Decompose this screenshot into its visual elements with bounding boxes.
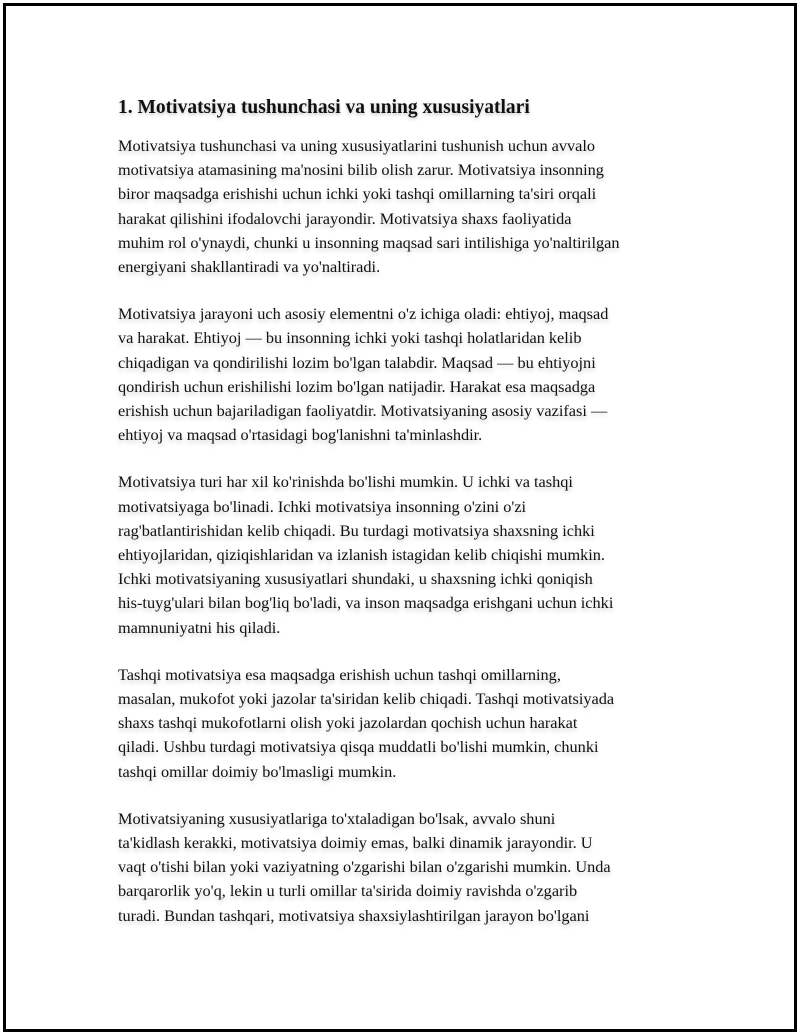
paragraph-3 — [118, 470, 698, 639]
paragraph-line: ta'kidlash kerakki, motivatsiya doimiy emas, balki dinamik jarayondir. U — [118, 833, 593, 853]
paragraph-line: motivatsiya atamasining ma'nosini bilib olish zarur. Motivatsiya insonning — [118, 160, 604, 180]
paragraph-line: energiyani shakllantiradi va yo'naltiradi. — [118, 257, 381, 277]
paragraph-line: chiqadigan va qondirilishi lozim bo'lgan talabdir. Maqsad — bu ehtiyojni — [118, 352, 596, 372]
paragraph-line: va harakat. Ehtiyoj — bu insonning ichki yoki tashqi holatlaridan kelib — [118, 328, 582, 348]
paragraph-line: Tashqi motivatsiya esa maqsadga erishish uchun tashqi omillarning, — [118, 664, 561, 684]
paragraph-2 — [118, 302, 698, 447]
document-body — [118, 96, 698, 951]
paragraph-line: Ichki motivatsiyaning xususiyatlari shundaki, u shaxsning ichki qoniqish — [118, 569, 593, 589]
section-heading: 1. Motivatsiya tushunchasi va uning xususiyatlari — [118, 97, 530, 118]
paragraph-line: vaqt o'tishi bilan yoki vaziyatning o'zgarishi bilan o'zgarishi mumkin. Unda — [118, 857, 611, 877]
paragraph-line: rag'batlantirishidan kelib chiqadi. Bu turdagi motivatsiya shaxsning ichki — [118, 520, 595, 540]
paragraph-line: tashqi omillar doimiy bo'lmasligi mumkin. — [118, 761, 397, 781]
paragraph-4 — [118, 663, 698, 784]
paragraph-line: Motivatsiyaning xususiyatlariga to'xtaladigan bo'lsak, avvalo shuni — [118, 808, 556, 828]
paragraph-line: biror maqsadga erishishi uchun ichki yoki tashqi omillarning ta'siri orqali — [118, 184, 597, 204]
paragraph-line: his-tuyg'ulari bilan bog'liq bo'ladi, va inson maqsadga erishgani uchun ichki — [118, 593, 614, 613]
paragraph-line: qiladi. Ushbu turdagi motivatsiya qisqa muddatli bo'lishi mumkin, chunki — [118, 737, 599, 757]
paragraph-line: erishish uchun bajariladigan faoliyatdir. Motivatsiyaning asosiy vazifasi — — [118, 401, 608, 421]
paragraph-line: Motivatsiya turi har xil ko'rinishda bo'lishi mumkin. U ichki va tashqi — [118, 472, 573, 492]
paragraph-line: muhim rol o'ynaydi, chunki u insonning maqsad sari intilishiga yo'naltirilgan — [118, 232, 620, 252]
paragraph-line: Motivatsiya jarayoni uch asosiy elementni o'z ichiga oladi: ehtiyoj, maqsad — [118, 304, 609, 324]
paragraph-5 — [118, 807, 698, 928]
paragraph-line: ehtiyojlaridan, qiziqishlaridan va izlanish istagidan kelib chiqishi mumkin. — [118, 545, 605, 565]
paragraph-line: Motivatsiya tushunchasi va uning xususiyatlarini tushunish uchun avvalo — [118, 136, 596, 155]
paragraph-line: qondirish uchun erishilishi lozim bo'lgan natijadir. Harakat esa maqsadga — [118, 376, 596, 396]
paragraph-line: motivatsiyaga bo'linadi. Ichki motivatsiya insonning o'zini o'zi — [118, 496, 527, 516]
paragraph-line: turadi. Bundan tashqari, motivatsiya shaxsiylashtirilgan jarayon bo'lgani — [118, 905, 590, 925]
paragraph-line: masalan, mukofot yoki jazolar ta'siridan kelib chiqadi. Tashqi motivatsiyada — [118, 689, 615, 709]
paragraph-line: mamnuniyatni his qiladi. — [118, 617, 281, 637]
paragraph-line: shaxs tashqi mukofotlarni olish yoki jazolardan qochish uchun harakat — [118, 713, 578, 733]
paragraph-line: barqarorlik yo'q, lekin u turli omillar ta'sirida doimiy ravishda o'zgarib — [118, 881, 578, 901]
paragraph-1 — [118, 134, 698, 279]
paragraph-line: harakat qilishini ifodalovchi jarayondir. Motivatsiya shaxs faoliyatida — [118, 208, 572, 228]
paragraph-line: ehtiyoj va maqsad o'rtasidagi bog'lanishni ta'minlashdir. — [118, 425, 483, 445]
